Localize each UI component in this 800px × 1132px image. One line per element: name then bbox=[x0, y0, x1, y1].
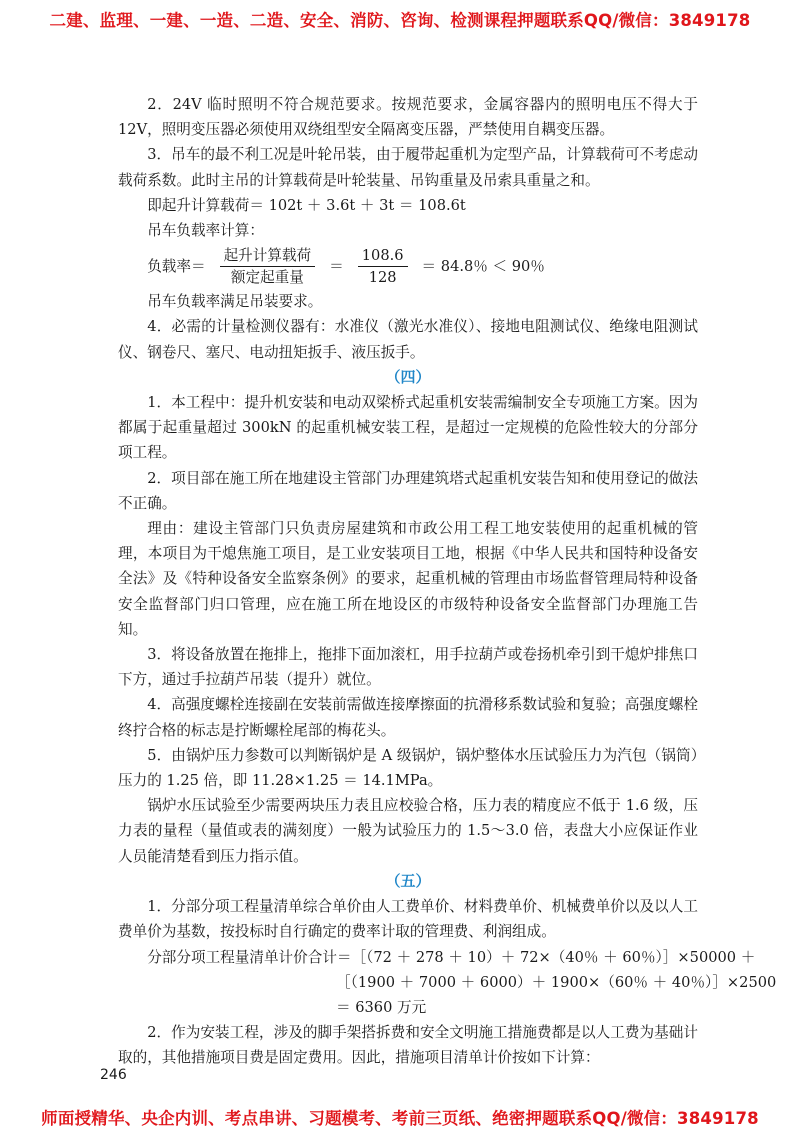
fraction-numerator: 108.6 bbox=[358, 245, 408, 267]
s4-paragraph-5: 4．高强度螺栓连接副在安装前需做连接摩擦面的抗滑移系数试验和复验；高强度螺栓终拧合格的标志是拧断螺栓尾部的梅花头。 bbox=[118, 696, 698, 739]
page-content bbox=[118, 92, 777, 1071]
s4-paragraph-1: 1．本工程中：提升机安装和电动双梁桥式起重机安装需编制安全专项施工方案。因为都属于起重量超过 300kN 的起重机械安装工程，是超过一定规模的危险性较大的分部分项工程。 bbox=[118, 394, 698, 462]
s5-paragraph-2: 2．作为安装工程，涉及的脚手架搭拆费和安全文明施工措施费都是以人工费为基础计取的，其他措施项目费是固定费用。因此，措施项目清单计价按如下计算： bbox=[118, 1024, 698, 1067]
s5-sum-line-1: 分部分项工程量清单计价合计＝［（72 ＋ 278 ＋ 10）＋ 72×（40％ ＋ 60％）］×50000 ＋ bbox=[147, 948, 756, 966]
section-heading-5: （五） bbox=[385, 871, 431, 890]
formula-lhs: 负载率＝ bbox=[147, 257, 206, 275]
s4-paragraph-7: 锅炉水压试验至少需要两块压力表且应校验合格，压力表的精度应不低于 1.6 级，压力表的量程（量值或表的满刻度）一般为试验压力的 1.5～3.0 倍，表盘大小应保证作业人员能清楚看到压力指示值。 bbox=[118, 797, 698, 865]
load-rate-heading: 吊车负载率计算： bbox=[147, 222, 264, 240]
s5-sum-line-2: ［（1900 ＋ 7000 ＋ 6000）＋ 1900×（60％ ＋ 40％）］×2500 bbox=[336, 973, 777, 991]
fraction-symbolic bbox=[220, 245, 316, 288]
formula-equals: ＝ bbox=[329, 257, 344, 275]
section-heading-4: （四） bbox=[385, 367, 431, 386]
load-rate-conclusion: 吊车负载率满足吊装要求。 bbox=[147, 293, 323, 311]
fraction-numeric bbox=[358, 245, 408, 288]
s5-paragraph-1: 1．分部分项工程量清单综合单价由人工费单价、材料费单价、机械费单价以及以人工费单价为基数，按投标时自行确定的费率计取的管理费、利润组成。 bbox=[118, 898, 698, 941]
page-number: 246 bbox=[100, 1067, 127, 1083]
paragraph-instruments: 4．必需的计量检测仪器有：水准仪（激光水准仪）、接地电阻测试仪、绝缘电阻测试仪、钢卷尺、塞尺、电动扭矩扳手、液压扳手。 bbox=[118, 318, 698, 361]
fraction-denominator: 额定起重量 bbox=[230, 268, 304, 286]
fraction-denominator: 128 bbox=[368, 268, 397, 286]
footer-promo-banner: 师面授精华、央企内训、考点串讲、习题模考、考前三页纸、绝密押题联系QQ/微信：3849178 bbox=[41, 1109, 759, 1128]
s4-paragraph-2: 2．项目部在施工所在地建设主管部门办理建筑塔式起重机安装告知和使用登记的做法不正确。 bbox=[118, 469, 698, 512]
s5-sum-line-3: ＝ 6360 万元 bbox=[336, 998, 427, 1016]
s4-paragraph-6: 5．由锅炉压力参数可以判断锅炉是 A 级锅炉，锅炉整体水压试验压力为汽包（锅筒）压力的 1.25 倍，即 11.28×1.25 ＝ 14.1MPa。 bbox=[118, 746, 698, 790]
fraction-numerator: 起升计算载荷 bbox=[220, 245, 316, 267]
formula-result: ＝ 84.8％ ＜ 90％ bbox=[421, 257, 545, 275]
lifting-load-equation: 即起升计算载荷＝ 102t ＋ 3.6t ＋ 3t ＝ 108.6t bbox=[147, 196, 466, 214]
s4-paragraph-3: 理由：建设主管部门只负责房屋建筑和市政公用工程工地安装使用的起重机械的管理，本项目为干熄焦施工项目，是工业安装项目工地，根据《中华人民共和国特种设备安全法》及《特种设备安全监察条例》的要求，起重机械的管理由市场监督管理局特种设备安全监督部门归口管理，应在施工所在地设区的市级特种设备安全监督部门办理施工告知。 bbox=[118, 520, 698, 638]
s4-paragraph-4: 3．将设备放置在拖排上，拖排下面加滚杠，用手拉葫芦或卷扬机牵引到干熄炉排焦口下方，通过手拉葫芦吊装（提升）就位。 bbox=[118, 646, 698, 689]
load-rate-formula bbox=[118, 243, 698, 289]
paragraph-crane-load: 3．吊车的最不利工况是叶轮吊装，由于履带起重机为定型产品，计算载荷可不考虑动载荷系数。此时主吊的计算载荷是叶轮装量、吊钩重量及吊索具重量之和。 bbox=[118, 146, 698, 189]
header-promo-banner: 二建、监理、一建、一造、二造、安全、消防、咨询、检测课程押题联系QQ/微信：3849178 bbox=[49, 11, 751, 30]
paragraph-lighting-voltage: 2．24V 临时照明不符合规范要求。按规范要求，金属容器内的照明电压不得大于 12V，照明变压器必须使用双绕组型安全隔离变压器，严禁使用自耦变压器。 bbox=[118, 96, 698, 139]
